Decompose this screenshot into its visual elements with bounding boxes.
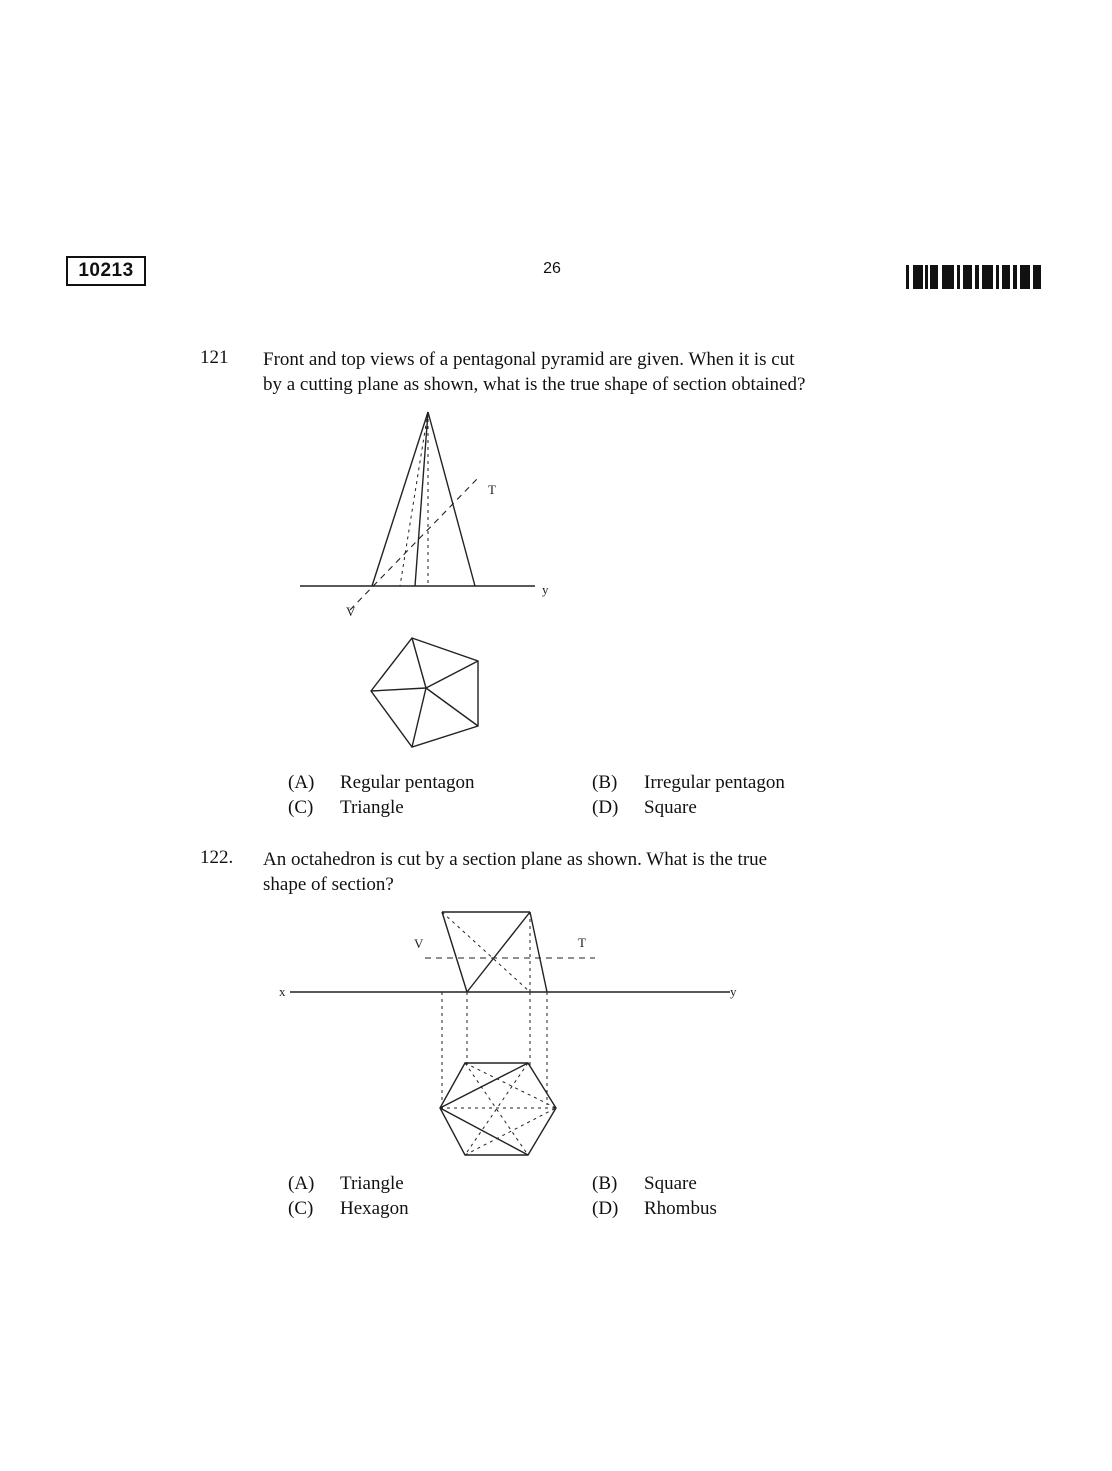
question-121-number: 121: [200, 347, 229, 368]
option-122-d[interactable]: [592, 1198, 717, 1220]
option-122-c[interactable]: [288, 1198, 409, 1220]
option-text: Regular pentagon: [340, 772, 475, 793]
ground-line-label-y: y: [730, 984, 737, 999]
option-letter: (D): [592, 797, 619, 818]
option-letter: (A): [288, 1173, 315, 1194]
option-letter: (C): [288, 1198, 314, 1219]
option-letter: (C): [288, 797, 314, 818]
option-text: Triangle: [340, 797, 404, 818]
option-text: Irregular pentagon: [644, 772, 785, 793]
question-122-number: 122.: [200, 847, 234, 868]
option-text: Square: [644, 1173, 697, 1194]
option-text: Square: [644, 797, 697, 818]
option-letter: (B): [592, 772, 618, 793]
page-number: 26: [543, 260, 561, 277]
option-text: Triangle: [340, 1173, 404, 1194]
option-text: Rhombus: [644, 1198, 717, 1219]
question-121-text-line-2: by a cutting plane as shown, what is the true shape of section obtained?: [263, 374, 806, 395]
cutting-plane-label-t: T: [488, 482, 496, 497]
option-letter: (B): [592, 1173, 618, 1194]
option-text: Hexagon: [340, 1198, 409, 1219]
option-letter: (D): [592, 1198, 619, 1219]
ground-line-label-y: y: [542, 582, 549, 597]
cutting-plane-label-v: V: [346, 604, 356, 619]
option-122-a[interactable]: [288, 1173, 404, 1195]
question-paper-code: 10213: [66, 256, 146, 286]
option-letter: (A): [288, 772, 315, 793]
question-121-text-line-1: Front and top views of a pentagonal pyramid are given. When it is cut: [263, 349, 795, 370]
octahedron-front-view: [290, 912, 730, 1105]
ground-line-label-x: x: [279, 984, 286, 999]
option-122-b[interactable]: [592, 1173, 697, 1195]
question-122-text-line-2: shape of section?: [263, 874, 394, 895]
section-plane-label-v: V: [414, 936, 424, 951]
section-plane-label-t: T: [578, 935, 586, 950]
question-122-text-line-1: An octahedron is cut by a section plane as shown. What is the true: [263, 849, 768, 870]
octahedron-top-view: [440, 1063, 556, 1155]
